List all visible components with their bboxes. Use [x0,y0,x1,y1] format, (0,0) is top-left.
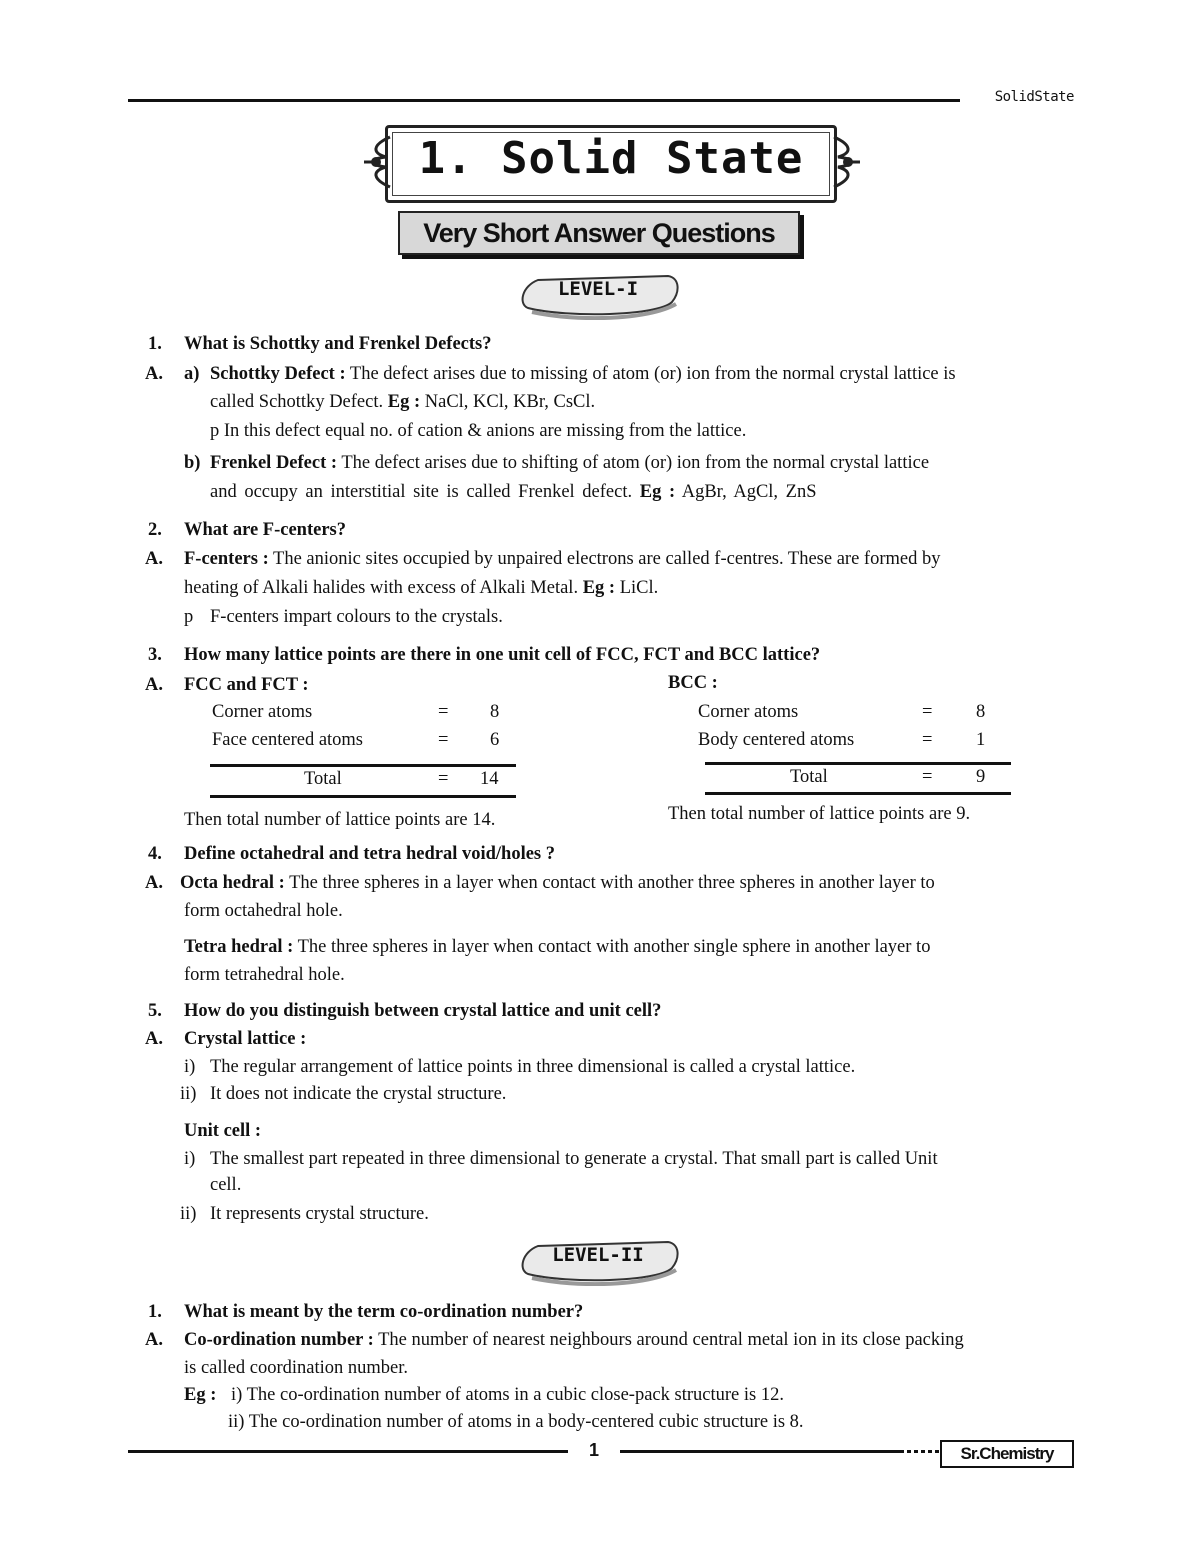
question-number: 2. [148,520,162,540]
example-label: Eg : [632,482,676,502]
chapter-title: 1. Solid State [418,133,804,184]
crystal-lattice-heading: Crystal lattice : [184,1029,307,1049]
definition: called Schottky Defect. [210,392,384,412]
row-label: Face centered atoms [212,730,364,750]
octahedral-line-1 [180,869,935,897]
term: F-centers : [184,549,269,569]
list-marker: ii) [180,1204,197,1224]
list-marker: ii) [180,1084,197,1104]
question-text: What is Schottky and Frenkel Defects? [184,334,492,354]
bcc-heading: BCC : [668,673,718,693]
right-ornament-icon [828,133,864,191]
question-text: What are F-centers? [184,520,346,540]
definition: and occupy an interstitial site is called Frenkel defect. [210,482,633,502]
row-label: Corner atoms [698,702,799,722]
question-number: 4. [148,844,162,864]
row-equals: = [438,702,449,722]
example-label: Eg : [184,1385,217,1405]
list-item: It does not indicate the crystal structure. [210,1084,507,1104]
note-text: F-centers impart colours to the crystals. [210,607,503,627]
table-rule [705,792,1011,795]
coordination-line-2: is called coordination number. [184,1358,408,1378]
example: LiCl. [615,578,659,598]
row-label: Body centered atoms [698,730,855,750]
table-rule [210,795,516,798]
bullet-icon: p [184,607,194,627]
question-number: 1. [148,334,162,354]
fcenter-line-1 [184,545,940,573]
definition: The three spheres in a layer when contact with another three spheres in another layer to [284,873,935,893]
header-rule [128,99,960,102]
row-equals: = [438,730,449,750]
bullet-icon: p [210,421,220,441]
frenkel-line-1 [210,449,929,477]
answer-marker: A. [145,364,163,384]
example-label: Eg : [578,578,616,598]
term: Schottky Defect : [210,364,346,384]
page-number: 1 [589,1440,600,1460]
answer-marker: A. [145,1029,163,1049]
list-item: The smallest part repeated in three dimensional to generate a crystal. That small part is called Unit [210,1149,938,1169]
schottky-line-1 [210,360,956,388]
row-value: 6 [490,730,500,750]
section-banner: Very Short Answer Questions [398,211,800,255]
octahedral-line-2: form octahedral hole. [184,901,343,921]
item-marker: b) [184,453,201,473]
definition: The defect arises due to shifting of atom (or) ion from the normal crystal lattice [337,453,930,473]
definition: The number of nearest neighbours around central metal ion in its close packing [373,1330,964,1350]
question-number: 5. [148,1001,162,1021]
list-item-continued: cell. [210,1175,242,1195]
list-item: It represents crystal structure. [210,1204,429,1224]
total-label: Total [790,767,828,787]
question-text: How many lattice points are there in one unit cell of FCC, FCT and BCC lattice? [184,645,821,665]
example-item: ii) The co-ordination number of atoms in a body-centered cubic structure is 8. [228,1412,804,1432]
term: Frenkel Defect : [210,453,338,473]
level-1-badge [508,268,688,320]
footer-rule [620,1450,900,1453]
definition: The three spheres in layer when contact with another single sphere in another layer to [293,937,931,957]
table-rule [210,764,516,767]
question-text: Define octahedral and tetra hedral void/holes ? [184,844,556,864]
row-value: 8 [976,702,986,722]
schottky-line-2 [210,388,595,416]
frenkel-line-2 [210,478,817,506]
fcc-conclusion: Then total number of lattice points are 14. [184,810,496,830]
item-marker: a) [184,364,200,384]
definition: The defect arises due to missing of atom (or) ion from the normal crystal lattice is [345,364,956,384]
schottky-note [210,417,746,445]
table-rule [705,762,1011,765]
note-text: In this defect equal no. of cation & anions are missing from the lattice. [219,421,747,441]
unit-cell-heading: Unit cell : [184,1121,262,1141]
answer-marker: A. [145,873,163,893]
list-marker: i) [184,1149,196,1169]
total-label: Total [304,769,342,789]
example-item: i) The co-ordination number of atoms in a cubic close-pack structure is 12. [231,1385,784,1405]
row-value: 1 [976,730,986,750]
brand-label: Sr.Chemistry [940,1440,1074,1468]
question-number: 3. [148,645,162,665]
list-item: The regular arrangement of lattice points in three dimensional is called a crystal lattice. [210,1057,856,1077]
example-label: Eg : [383,392,421,412]
row-value: 8 [490,702,500,722]
bcc-conclusion: Then total number of lattice points are 9. [668,804,971,824]
coordination-line-1 [184,1326,964,1354]
row-equals: = [922,730,933,750]
term: Co-ordination number : [184,1330,374,1350]
total-equals: = [922,767,933,787]
question-text: How do you distinguish between crystal lattice and unit cell? [184,1001,662,1021]
total-value: 14 [480,769,499,789]
total-value: 9 [976,767,986,787]
running-title: SolidState [994,89,1074,105]
question-text: What is meant by the term co-ordination number? [184,1302,584,1322]
example: AgBr, AgCl, ZnS [675,482,817,502]
tetrahedral-line-1 [184,933,930,961]
fcc-heading: FCC and FCT : [184,675,309,695]
definition: heating of Alkali halides with excess of Alkali Metal. [184,578,579,598]
answer-marker: A. [145,549,163,569]
example: NaCl, KCl, KBr, CsCl. [420,392,596,412]
level-2-label: LEVEL-II [552,1244,644,1266]
question-number: 1. [148,1302,162,1322]
fcenter-line-2 [184,574,658,602]
answer-marker: A. [145,675,163,695]
term: Octa hedral : [180,873,285,893]
answer-marker: A. [145,1330,163,1350]
tetrahedral-line-2: form tetrahedral hole. [184,965,345,985]
footer-rule [128,1450,568,1453]
row-equals: = [922,702,933,722]
total-equals: = [438,769,449,789]
level-1-label: LEVEL-I [557,278,639,300]
level-2-badge [508,1234,688,1286]
footer-decoration [900,1450,940,1453]
term: Tetra hedral : [184,937,294,957]
list-marker: i) [184,1057,196,1077]
row-label: Corner atoms [212,702,313,722]
definition: The anionic sites occupied by unpaired electrons are called f-centres. These are formed by [268,549,941,569]
